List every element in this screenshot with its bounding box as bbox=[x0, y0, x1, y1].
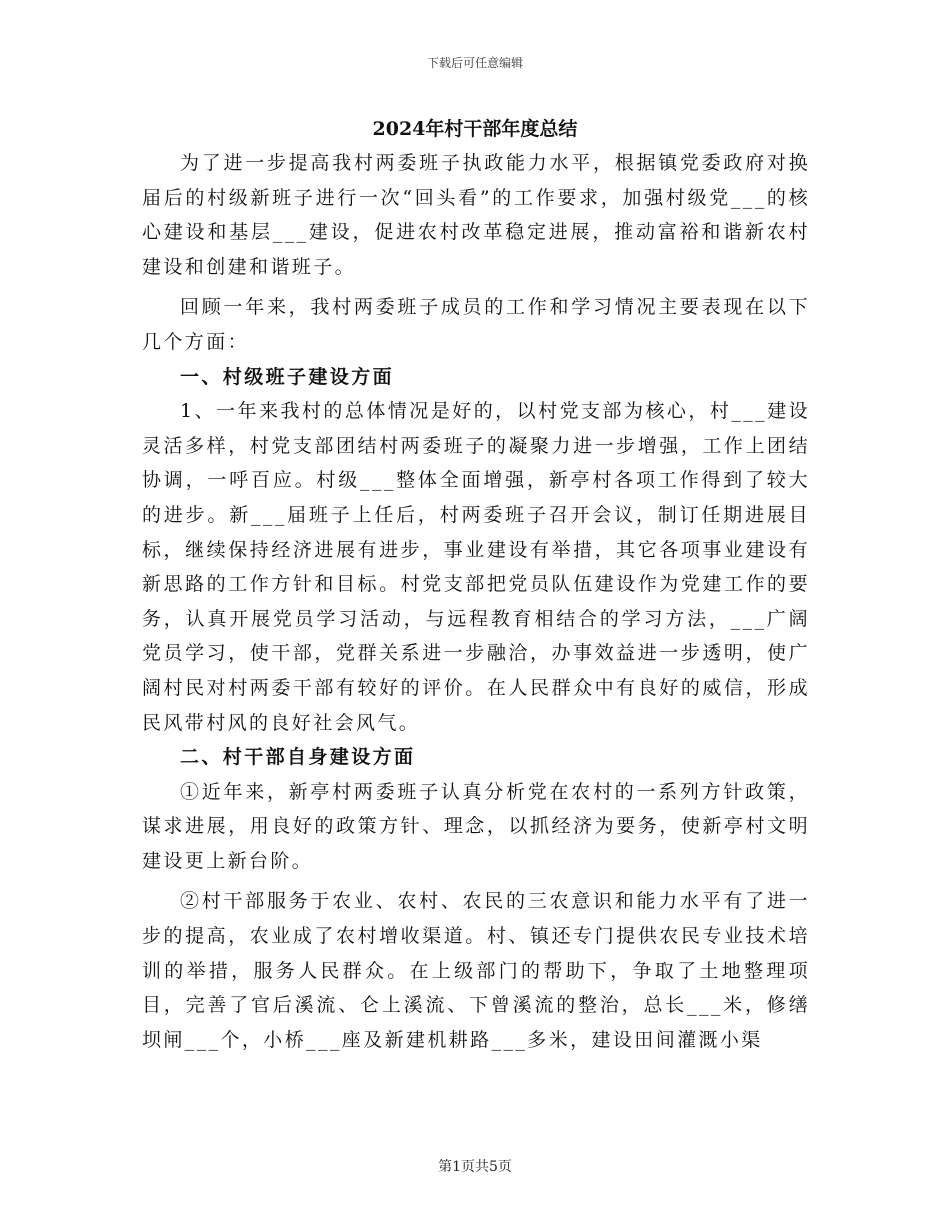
page-header-note: 下载后可任意编辑 bbox=[426, 56, 523, 70]
section-heading-2: 二、村干部自身建设方面 bbox=[180, 746, 416, 769]
section-heading-1: 一、村级班子建设方面 bbox=[180, 365, 395, 388]
section-1-paragraph-1: 1、一年来我村的总体情况是好的，以村党支部为核心，村___建设灵活多样，村党支部团结村两委班子的凝聚力进一步增强，工作上团结协调，一呼百应。村级___整体全面增强，新亭村各项工作得到了较大的进步。新___届班子上任后，村两委班子召开会议，制订任期进展目标，继续保持经济进展有进步，事业建设有举措，其它各项事业建设有新思路的工作方针和目标。村党支部把党员队伍建设作为党建工作的要务，认真开展党员学习活动，与远程教育相结合的学习方法，___广阔党员学习，使干部，党群关系进一步融洽，办事效益进一步透明，使广阔村民对村两委干部有较好的评价。在人民群众中有良好的威信，形成民风带村风的良好社会风气。 bbox=[142, 400, 810, 734]
intro-paragraph-1: 为了进一步提高我村两委班子执政能力水平，根据镇党委政府对换届后的村级新班子进行一次“回头看”的工作要求，加强村级党___的核心建设和基层___建设，促进农村改革稳定进展，推动富裕和谐新农村建设和创建和谐班子。 bbox=[142, 152, 810, 278]
document-body bbox=[142, 146, 810, 1057]
document-title: 2024年村干部年度总结 bbox=[372, 118, 578, 140]
section-2-paragraph-2: ②村干部服务于农业、农村、农民的三农意识和能力水平有了进一步的提高，农业成了农村增收渠道。村、镇还专门提供农民专业技术培训的举措，服务人民群众。在上级部门的帮助下，争取了土地整理项目，完善了官后溪流、仑上溪流、下曾溪流的整治，总长___米，修缮坝闸___个，小桥___座及新建机耕路___多米，建设田间灌溉小渠 bbox=[142, 890, 810, 1051]
intro-paragraph-2: 回顾一年来，我村两委班子成员的工作和学习情况主要表现在以下几个方面： bbox=[142, 296, 810, 353]
page-number-footer: 第1页共5页 bbox=[438, 1159, 512, 1175]
section-2-paragraph-1: ①近年来，新亭村两委班子认真分析党在农村的一系列方针政策，谋求进展，用良好的政策方针、理念，以抓经济为要务，使新亭村文明建设更上新台阶。 bbox=[142, 780, 810, 872]
